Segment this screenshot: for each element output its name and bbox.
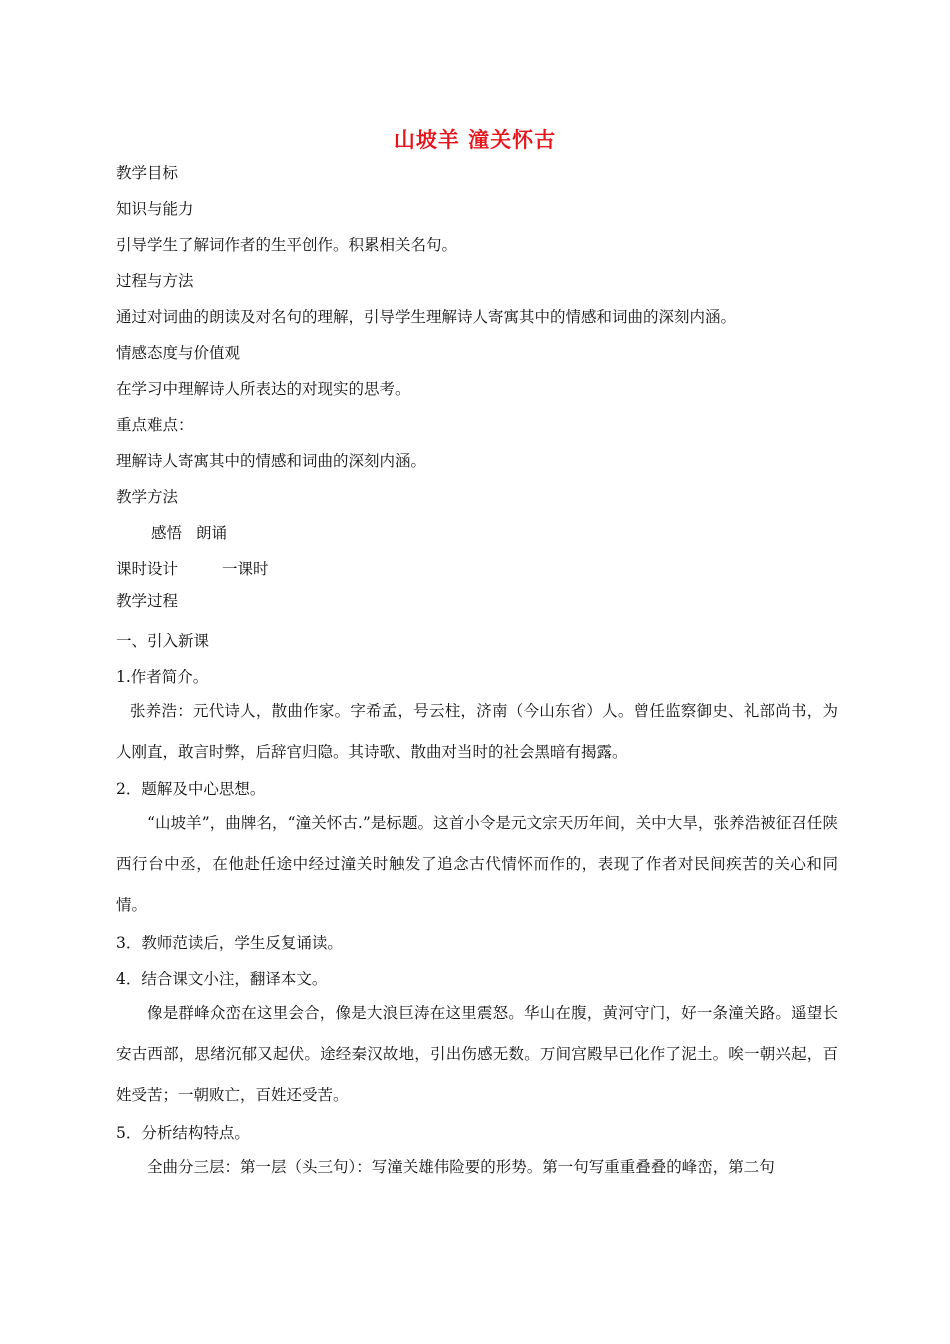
schedule-value: 一课时 (222, 560, 269, 578)
item-heading: 1.作者简介。 (116, 668, 209, 686)
item-heading: 4．结合课文小注，翻译本文。 (116, 970, 328, 988)
schedule-label: 课时设计 (116, 560, 179, 578)
process-text: 通过对词曲的朗读及对名句的理解，引导学生理解诗人寄寓其中的情感和词曲的深刻内涵。 (116, 308, 737, 326)
page-title: 山坡羊 潼关怀古 (393, 128, 557, 152)
section-heading: 一、引入新课 (116, 632, 210, 650)
method-item: 感悟 (151, 524, 183, 542)
procedure-heading: 教学过程 (116, 592, 179, 610)
schedule-line (116, 559, 269, 579)
emotion-heading: 情感态度与价值观 (116, 344, 241, 362)
item-heading: 3．教师范读后，学生反复诵读。 (116, 934, 343, 952)
knowledge-text: 引导学生了解词作者的生平创作。积累相关名句。 (116, 236, 458, 254)
process-heading: 过程与方法 (116, 272, 194, 290)
author-bio-paragraph: 张养浩：元代诗人，散曲作家。字希孟，号云柱，济南（今山东省）人。曾任监察御史、礼部尚书，为人刚直，敢言时弊，后辞官归隐。其诗歌、散曲对当时的社会黑暗有揭露。 (116, 702, 838, 761)
translation-paragraph: 像是群峰众峦在这里会合，像是大浪巨涛在这里震怒。华山在腹，黄河守门，好一条潼关路。遥望长安古西部，思绪沉郁又起伏。途经秦汉故地，引出伤感无数。万间宫殿早已化作了泥土。唉一朝兴起，百姓受苦；一朝败亡，百姓还受苦。 (116, 1004, 838, 1104)
item-heading: 2．题解及中心思想。 (116, 780, 266, 798)
theme-paragraph: “山坡羊”，曲牌名，“潼关怀古.”是标题。这首小令是元文宗天历年间，关中大旱，张养浩被征召任陕西行台中丞，在他赴任途中经过潼关时触发了追念古代情怀而作的，表现了作者对民间疾苦的关心和同情。 (116, 814, 838, 914)
method-item: 朗诵 (196, 524, 228, 542)
knowledge-heading: 知识与能力 (116, 200, 194, 218)
method-items (151, 523, 227, 543)
key-points-text: 理解诗人寄寓其中的情感和词曲的深刻内涵。 (116, 452, 427, 470)
objectives-heading: 教学目标 (116, 164, 179, 182)
emotion-text: 在学习中理解诗人所表达的对现实的思考。 (116, 380, 411, 398)
item-heading: 5．分析结构特点。 (116, 1124, 250, 1142)
structure-paragraph: 全曲分三层：第一层（头三句）：写潼关雄伟险要的形势。第一句写重重叠叠的峰峦，第二句 (147, 1158, 775, 1176)
key-points-heading: 重点难点： (116, 416, 194, 434)
method-heading: 教学方法 (116, 488, 179, 506)
